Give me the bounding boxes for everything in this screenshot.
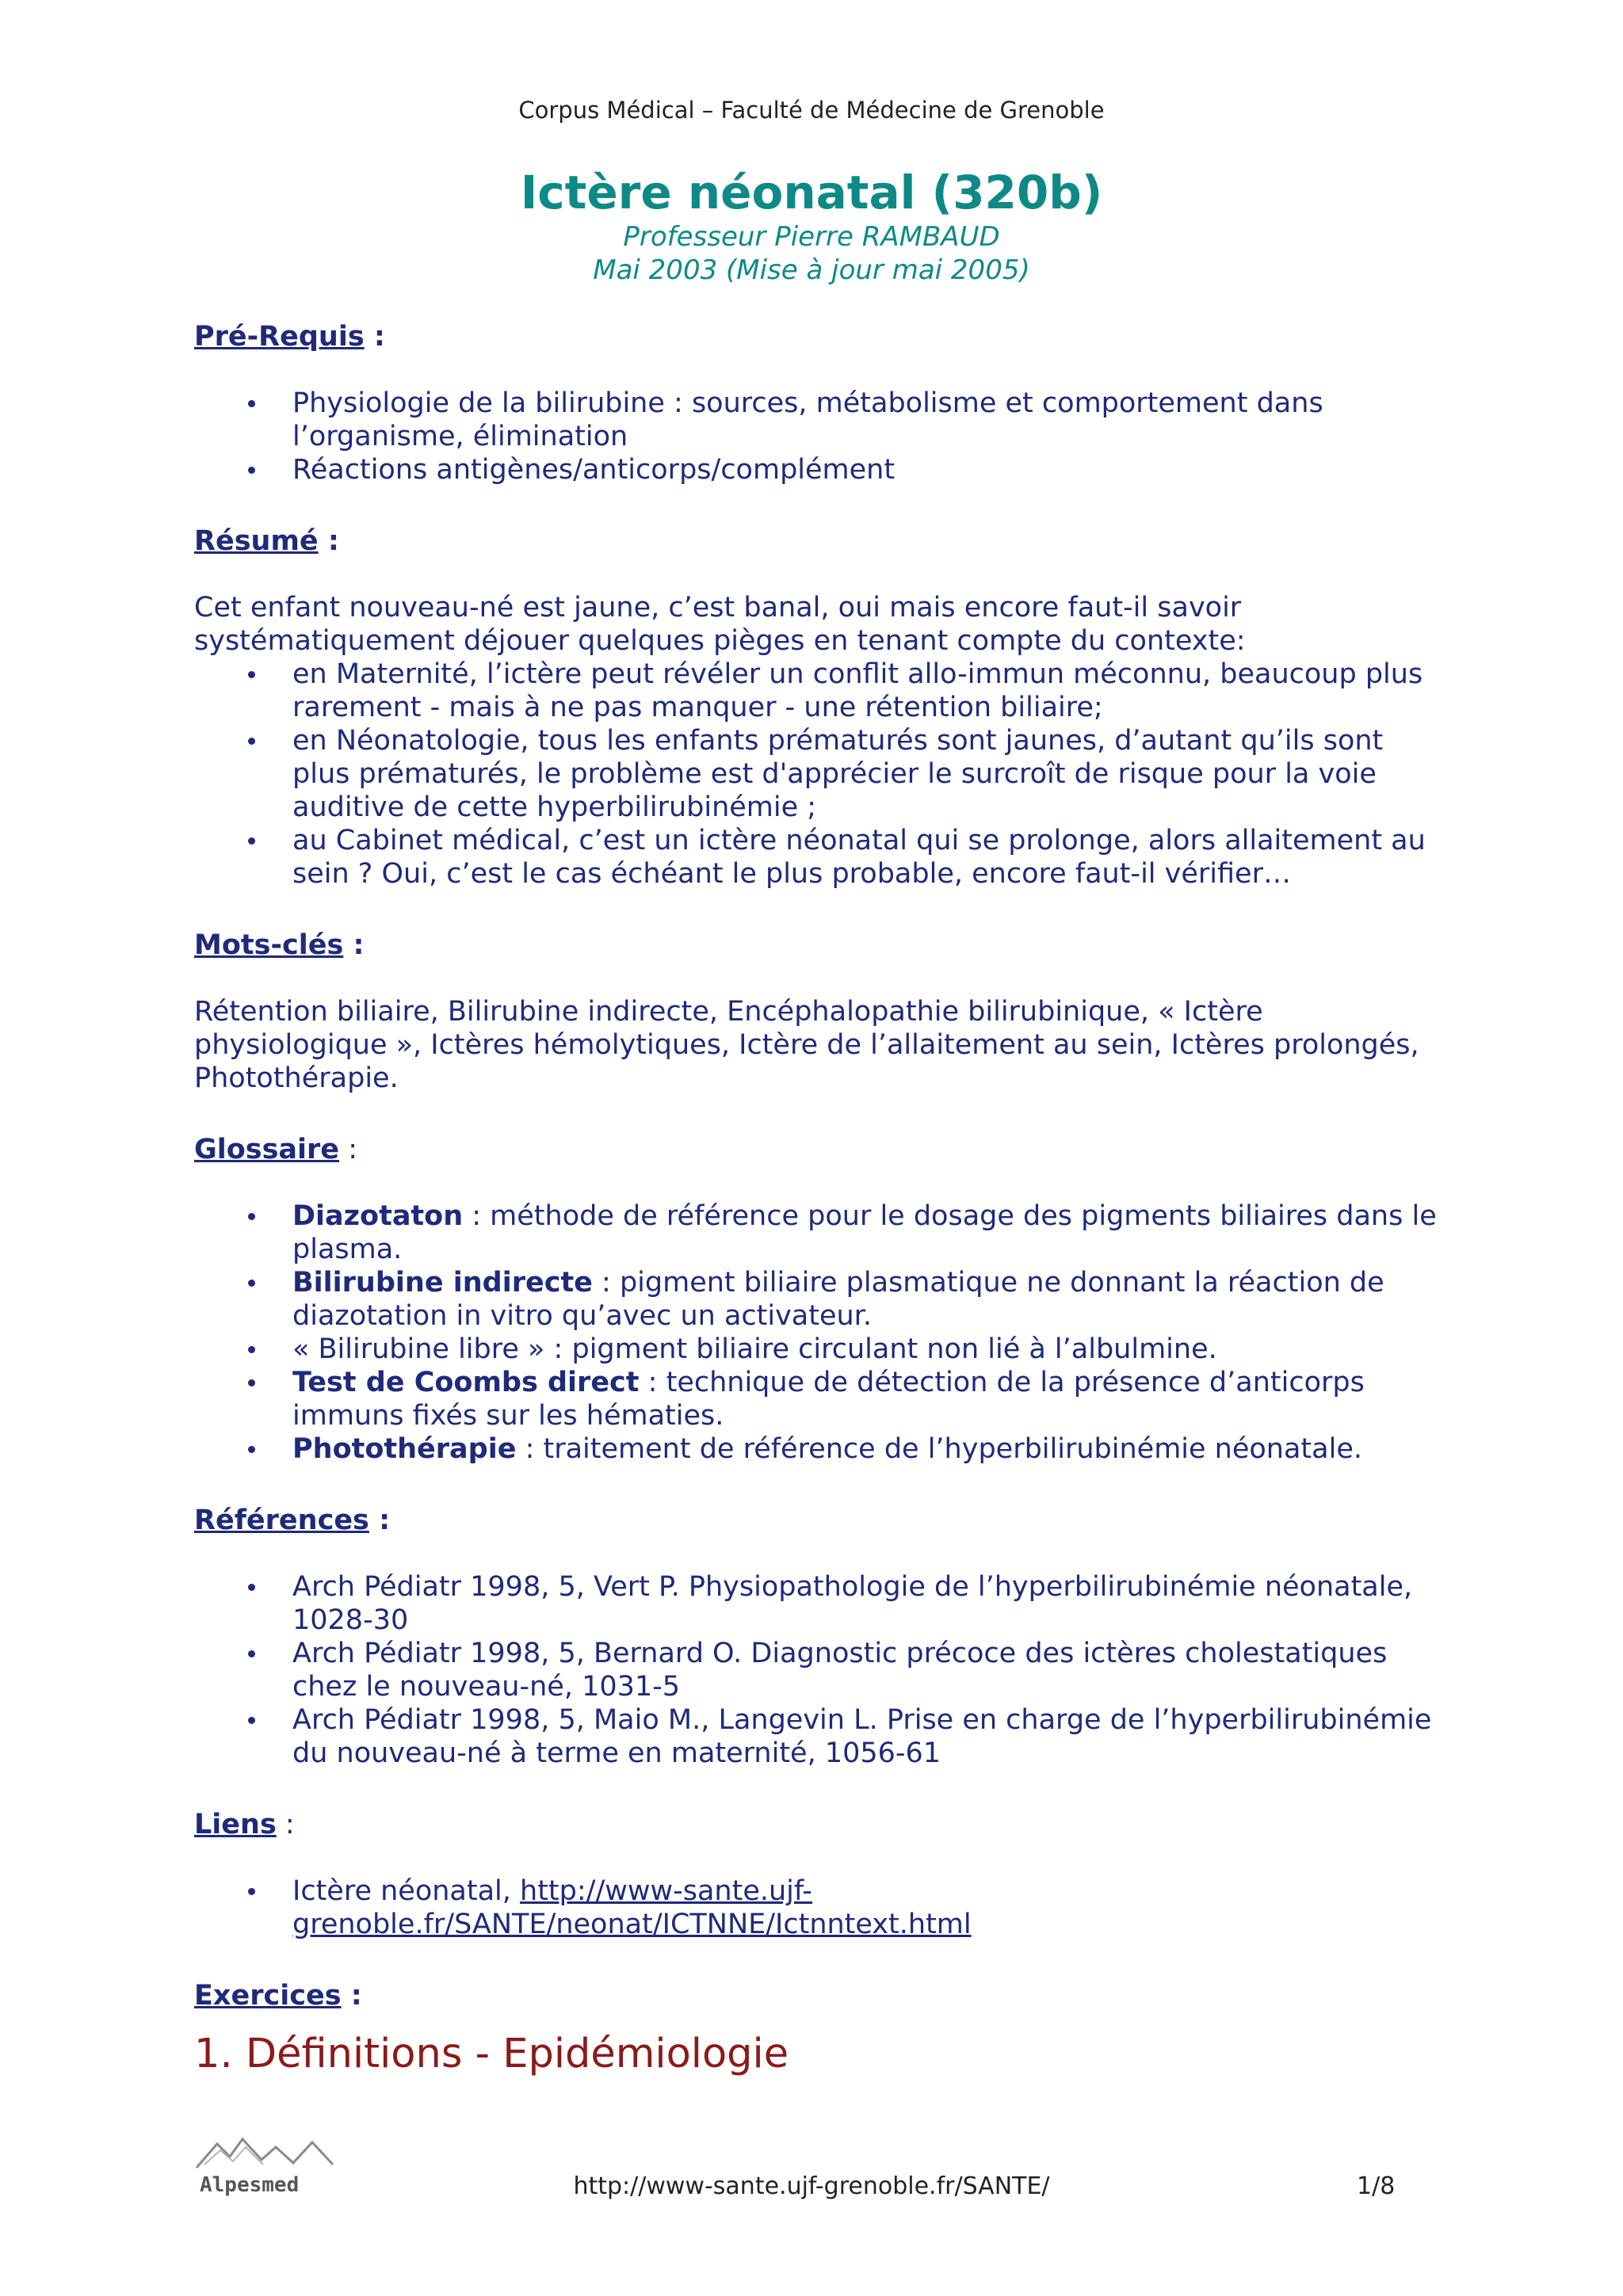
prerequis-list [194,387,1446,486]
heading-text: Exercices [194,1980,342,2012]
glossary-definition: « Bilirubine libre » : pigment biliaire circulant non lié à l’albulmine. [292,1333,1217,1365]
glossary-definition: : méthode de référence pour le dosage des pigments biliaires dans le plasma. [292,1200,1437,1265]
glossary-item [194,1333,1446,1366]
document-date: Mai 2003 (Mise à jour mai 2005) [593,254,1030,286]
title-block [0,165,1623,287]
heading-text: Pré-Requis [194,321,365,353]
document-author: Professeur Pierre RAMBAUD [623,221,1000,253]
section-heading-resume: Résumé : [194,525,339,557]
section-heading-prerequis: Pré-Requis : [194,321,385,353]
section-heading-motscles: Mots-clés : [194,929,365,961]
glossary-definition: : technique de détection de la présence d’anticorps immuns fixés sur les hématies. [292,1367,1365,1432]
running-header: Corpus Médical – Faculté de Médecine de Grenoble [518,97,1105,124]
references-list [194,1570,1446,1770]
heading-text: Mots-clés [194,929,344,961]
glossary-list [194,1199,1446,1466]
footer-url: http://www-sante.ujf-grenoble.fr/SANTE/ [573,2172,1050,2200]
glossary-term: Photothérapie [292,1433,517,1465]
glossary-item [194,1199,1446,1266]
glossary-item [194,1266,1446,1333]
resume-list [194,658,1446,891]
reference-item: Arch Pédiatr 1998, 5, Maio M., Langevin L. Prise en charge de l’hyperbilirubinémie du nouveau-né à terme en maternité, 1056-61 [194,1703,1446,1770]
heading-text: Résumé [194,525,319,557]
glossary-term: Diazotaton [292,1200,464,1232]
glossary-term: Bilirubine indirecte [292,1267,593,1299]
section-heading-liens: Liens : [194,1809,295,1840]
ictere-neonatal-link[interactable]: http://www-sante.ujf-grenoble.fr/SANTE/neonat/ICTNNE/Ictnntext.html [292,1875,972,1940]
section-heading-exercices: Exercices : [194,1980,362,2012]
list-item: en Maternité, l’ictère peut révéler un conflit allo-immun méconnu, beaucoup plus rarement - mais à ne pas manquer - une rétention biliaire; [194,658,1446,724]
list-item: Réactions antigènes/anticorps/complément [194,453,1446,486]
logo-text: Alpesmed [200,2173,300,2197]
link-prefix: Ictère néonatal, [292,1875,521,1907]
glossary-definition: : traitement de référence de l’hyperbilirubinémie néonatale. [516,1433,1362,1465]
heading-text: Références [194,1505,369,1536]
document-body [194,320,1446,2079]
section-1-title: 1. Définitions - Epidémiologie [194,2031,789,2077]
list-item: Physiologie de la bilirubine : sources, métabolisme et comportement dans l’organisme, élimination [194,387,1446,453]
links-list [194,1875,1446,1941]
list-item: au Cabinet médical, c’est un ictère néonatal qui se prolonge, alors allaitement au sein ? Oui, c’est le cas échéant le plus probable, encore faut-il vérifier… [194,824,1446,891]
reference-item: Arch Pédiatr 1998, 5, Vert P. Physiopathologie de l’hyperbilirubinémie néonatale, 1028-30 [194,1570,1446,1637]
section-heading-references: Références : [194,1505,391,1536]
keywords-paragraph: Rétention biliaire, Bilirubine indirecte, Encéphalopathie bilirubinique, « Ictère physiologique », Ictères hémolytiques, Ictère de l’allaitement au sein, Ictères prolongés, Photothérapie. [194,996,1419,1094]
section-heading-glossaire: Glossaire : [194,1134,357,1165]
list-item: en Néonatologie, tous les enfants prématurés sont jaunes, d’autant qu’ils sont plus prématurés, le problème est d'apprécier le surcroît de risque pour la voie auditive de cette hyperbilirubinémie ; [194,724,1446,824]
page-number: 1/8 [1357,2172,1396,2200]
glossary-item [194,1432,1446,1466]
heading-text: Liens [194,1809,277,1840]
glossary-definition: : pigment biliaire plasmatique ne donnant la réaction de diazotation in vitro qu’avec un activateur. [292,1267,1384,1332]
link-item [194,1875,1446,1941]
document-title: Ictère néonatal (320b) [520,166,1103,219]
glossary-item [194,1366,1446,1432]
heading-text: Glossaire [194,1134,340,1165]
resume-intro: Cet enfant nouveau-né est jaune, c’est banal, oui mais encore faut-il savoir systématiquement déjouer quelques pièges en tenant compte du contexte: [194,592,1246,657]
glossary-term: Test de Coombs direct [292,1367,640,1398]
reference-item: Arch Pédiatr 1998, 5, Bernard O. Diagnostic précoce des ictères cholestatiques chez le nouveau-né, 1031-5 [194,1637,1446,1703]
